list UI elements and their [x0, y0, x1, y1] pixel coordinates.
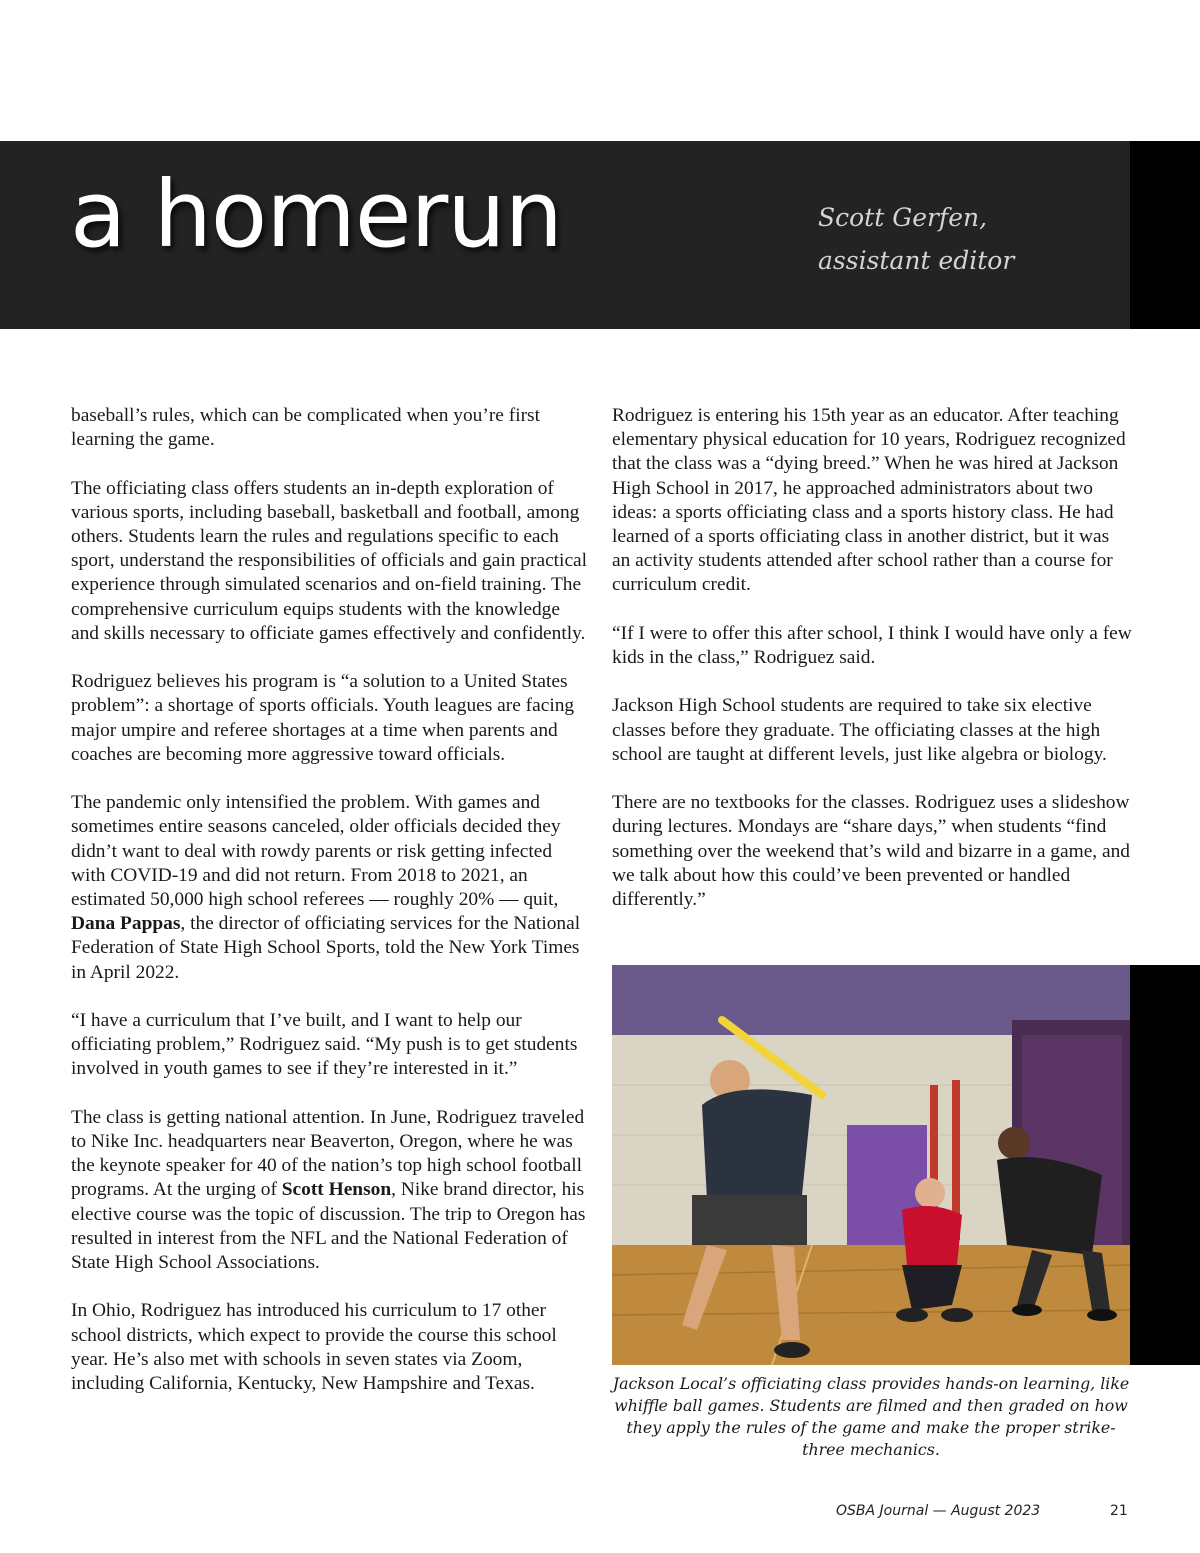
author-name: Scott Gerfen, [818, 203, 988, 232]
paragraph [71, 791, 591, 985]
paragraph: Jackson High School students are required to take six elective classes before they graduate. The officiating classes at the high school are taught at different levels, just like algebra or biology. [612, 695, 1107, 765]
paragraph: In Ohio, Rodriguez has introduced his curriculum to 17 other school districts, which expect to provide the course this school year. He’s also met with schools in seven states via Zoom, including California, Kentucky, New Hampshire and Texas. [71, 1300, 557, 1395]
paragraph: The officiating class offers students an in-depth exploration of various sports, including baseball, basketball and football, among others. Students learn the rules and regulations specific to each sport, understand the responsibilities of officials and gain practical experience through simulated scenarios and on-field training. The comprehensive curriculum equips students with the knowledge and skills necessary to officiate games effectively and confidently. [71, 477, 588, 644]
article-title: a homerun [70, 161, 562, 268]
paragraph: Rodriguez is entering his 15th year as an educator. After teaching elementary physical education for 10 years, Rodriguez recognized that the class was a “dying breed.” When he was hired at Jackson High School in 2017, he approached administrators about two ideas: a sports officiating class and a sports history class. He had learned of a sports officiating class in another district, but it was an activity students attended after school rather than a course for curriculum credit. [612, 405, 1126, 596]
footer-journal-title: OSBA Journal — August 2023 [836, 1503, 1041, 1519]
paragraph: “If I were to offer this after school, I think I would have only a few kids in the class,” Rodriguez said. [612, 622, 1132, 669]
article-photo [612, 965, 1130, 1365]
banner-edge-block [1130, 141, 1200, 329]
paragraph [71, 1106, 591, 1275]
paragraph: “I have a curriculum that I’ve built, and I want to help our officiating problem,” Rodriguez said. “My push is to get students involved in youth games to see if they’re interested in it.” [71, 1010, 578, 1080]
paragraph: Rodriguez believes his program is “a solution to a United States problem”: a shortage of sports officials. Youth leagues are facing major umpire and referee shortages at a time when parents and coaches are becoming more aggressive toward officials. [71, 671, 575, 765]
byline [818, 196, 1014, 282]
photo-edge-block [1130, 965, 1200, 1365]
right-column [612, 404, 1132, 936]
photo-caption: Jackson Local’s officiating class provides hands-on learning, like whiffle ball games. Students are filmed and then graded on how they apply the rules of the game and make the proper strike-three mechanics. [612, 1374, 1130, 1459]
page-number: 21 [1110, 1503, 1128, 1519]
person-name-bold: Scott Henson [281, 1179, 392, 1201]
paragraph: There are no textbooks for the classes. Rodriguez uses a slideshow during lectures. Mondays are “share days,” when students “find something over the weekend that’s wild and bizarre in a game, and we talk about how this could’ve been prevented or handled differently.” [612, 792, 1130, 911]
author-role: assistant editor [818, 246, 1015, 275]
paragraph-text: , Nike brand director, his elective course was the topic of discussion. The trip to Oregon has resulted in interest from the NFL and the National Federation of State High School Associations. [71, 1179, 586, 1274]
paragraph-text: , the director of officiating services for the National Federation of State High School Sports, told the New York Times in April 2022. [71, 913, 581, 983]
person-name-bold: Dana Pappas [71, 913, 181, 935]
gym-photo-illustration [612, 965, 1130, 1365]
paragraph-text: The pandemic only intensified the problem. With games and sometimes entire seasons canceled, older officials decided they didn’t want to deal with rowdy parents or risk getting infected with COVID-19 and did not return. From 2018 to 2021, an estimated 50,000 high school referees — roughly 20% — quit, [71, 792, 561, 911]
left-column [71, 404, 591, 1420]
paragraph: baseball’s rules, which can be complicated when you’re first learning the game. [71, 405, 540, 451]
paragraph-text: The class is getting national attention. In June, Rodriguez traveled to Nike Inc. headquarters near Beaverton, Oregon, where he was the keynote speaker for 40 of the nation’s top high school football programs. At the urging of [71, 1106, 585, 1201]
